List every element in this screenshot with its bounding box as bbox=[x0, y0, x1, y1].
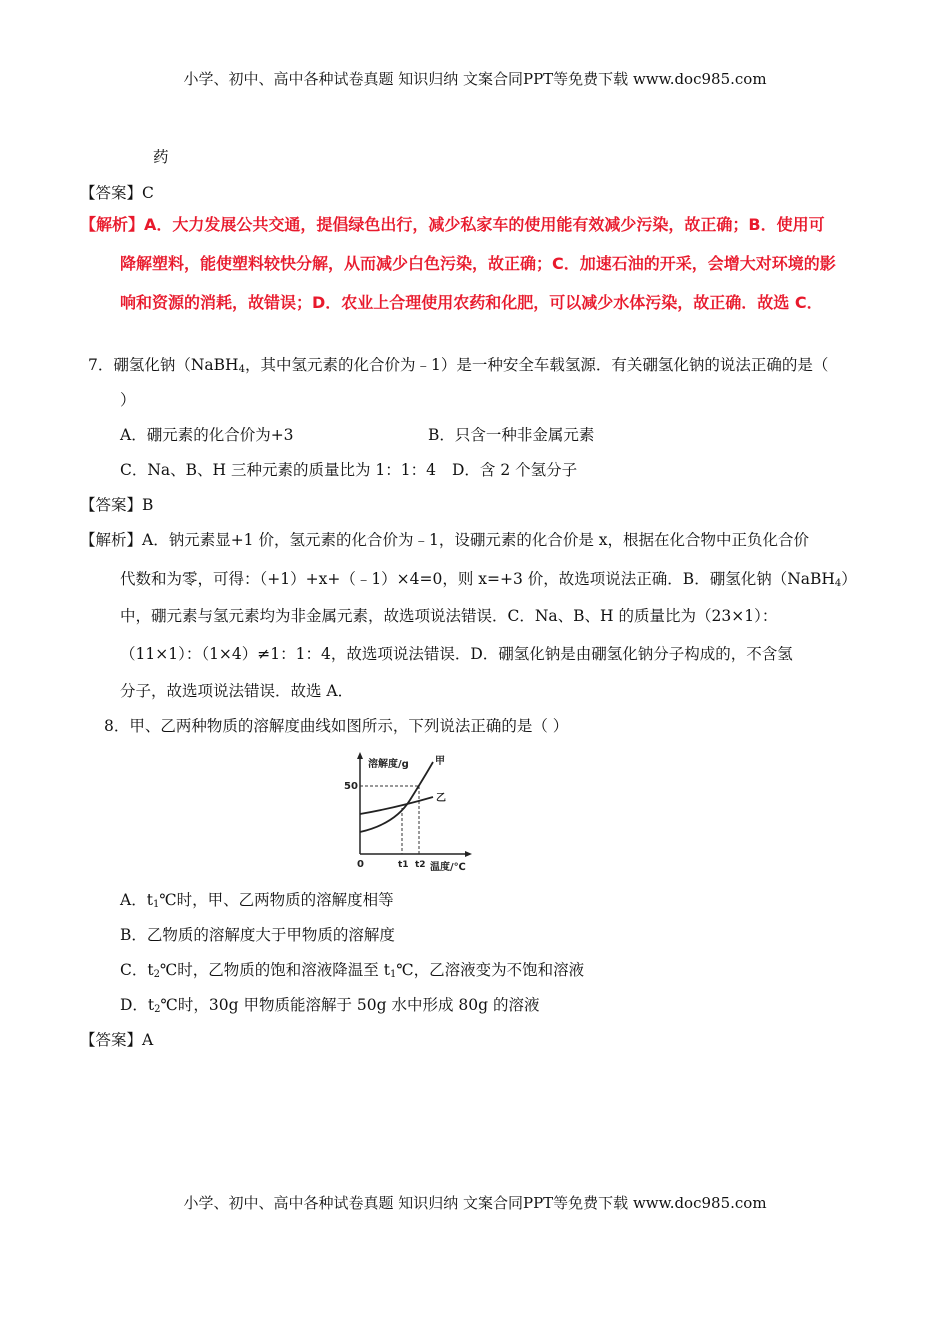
q8-option-b: B．乙物质的溶解度大于甲物质的溶解度 bbox=[120, 926, 395, 944]
y-tick-50: 50 bbox=[344, 781, 358, 792]
q8-option-d: D．$t_2℃$时，30g 甲物质能溶解于 50g 水中形成 80g 的溶液 bbox=[120, 996, 540, 1015]
q7-option-a: A．硼元素的化合价为+3 bbox=[120, 426, 294, 444]
series-jia-label: 甲 bbox=[435, 756, 445, 767]
q8-option-c: C．$t_2℃$时，乙物质的饱和溶液降温至 $t_1℃$，乙溶液变为不饱和溶液 bbox=[120, 961, 585, 980]
q8-stem: 8．甲、乙两种物质的溶解度曲线如图所示，下列说法正确的是（ ） bbox=[104, 717, 569, 735]
origin-label: 0 bbox=[357, 859, 364, 870]
series-jia-curve bbox=[360, 762, 433, 832]
x-tick-t2: t2 bbox=[415, 860, 426, 870]
q6-analysis-line-3: 响和资源的消耗，故错误；D．农业上合理使用农药和化肥，可以减少水体污染，故正确．故选 C． bbox=[120, 293, 823, 312]
page-header: 小学、初中、高中各种试卷真题 知识归纳 文案合同PPT等免费下载 www.doc985.com bbox=[183, 70, 767, 88]
x-axis-label: 温度/℃ bbox=[430, 862, 466, 873]
q7-analysis-line-2: 代数和为零，可得：（+1）+x+（﹣1）×4=0，则 x=+3 价，故选项说法正确．B．硼氢化钠（NaBH$_4$） bbox=[120, 570, 857, 589]
y-axis-arrow bbox=[357, 752, 363, 759]
q8-option-a: A．$t_1℃$时，甲、乙两物质的溶解度相等 bbox=[120, 891, 394, 910]
q7-answer: 【答案】B bbox=[80, 496, 154, 514]
q7-stem-close: ） bbox=[120, 391, 136, 409]
q7-option-c: C．Na、B、H 三种元素的质量比为 1：1：4 bbox=[120, 461, 437, 479]
x-tick-t1: t1 bbox=[398, 860, 409, 870]
x-axis-arrow bbox=[465, 851, 472, 857]
q6-analysis-line-2: 降解塑料，能使塑料较快分解，从而减少白色污染，故正确；C．加速石油的开采，会增大对环境的影 bbox=[120, 254, 836, 273]
q7-stem: 7．硼氢化钠（NaBH$_4$，其中氢元素的化合价为﹣1）是一种安全车载氢源．有关硼氢化钠的说法正确的是（ bbox=[88, 356, 829, 375]
q6-analysis-line-1: 【解析】A．大力发展公共交通，提倡绿色出行，减少私家车的使用能有效减少污染，故正确；B．使用可 bbox=[80, 215, 825, 234]
y-axis-label: 溶解度/g bbox=[368, 759, 409, 770]
series-yi-label: 乙 bbox=[436, 793, 446, 804]
q6-continuation: 药 bbox=[153, 148, 169, 166]
q8-answer: 【答案】A bbox=[80, 1031, 154, 1049]
q7-option-d: D．含 2 个氢分子 bbox=[452, 461, 578, 479]
q7-analysis-line-1: 【解析】A．钠元素显+1 价，氢元素的化合价为﹣1，设硼元素的化合价是 x，根据在化合物中正负化合价 bbox=[80, 531, 810, 549]
q7-analysis-line-5: 分子，故选项说法错误．故选 A． bbox=[120, 682, 354, 700]
q7-option-b: B．只含一种非金属元素 bbox=[428, 426, 595, 444]
solubility-chart bbox=[335, 750, 475, 874]
q7-analysis-line-3: 中，硼元素与氢元素均为非金属元素，故选项说法错误．C．Na、B、H 的质量比为（23×1）： bbox=[120, 607, 778, 625]
q6-answer: 【答案】C bbox=[80, 184, 154, 202]
q7-analysis-line-4: （11×1）：（1×4）≠1：1：4，故选项说法错误．D．硼氢化钠是由硼氢化钠分子构成的，不含氢 bbox=[120, 645, 793, 663]
series-yi-curve bbox=[360, 797, 433, 814]
page-footer: 小学、初中、高中各种试卷真题 知识归纳 文案合同PPT等免费下载 www.doc985.com bbox=[183, 1194, 767, 1212]
